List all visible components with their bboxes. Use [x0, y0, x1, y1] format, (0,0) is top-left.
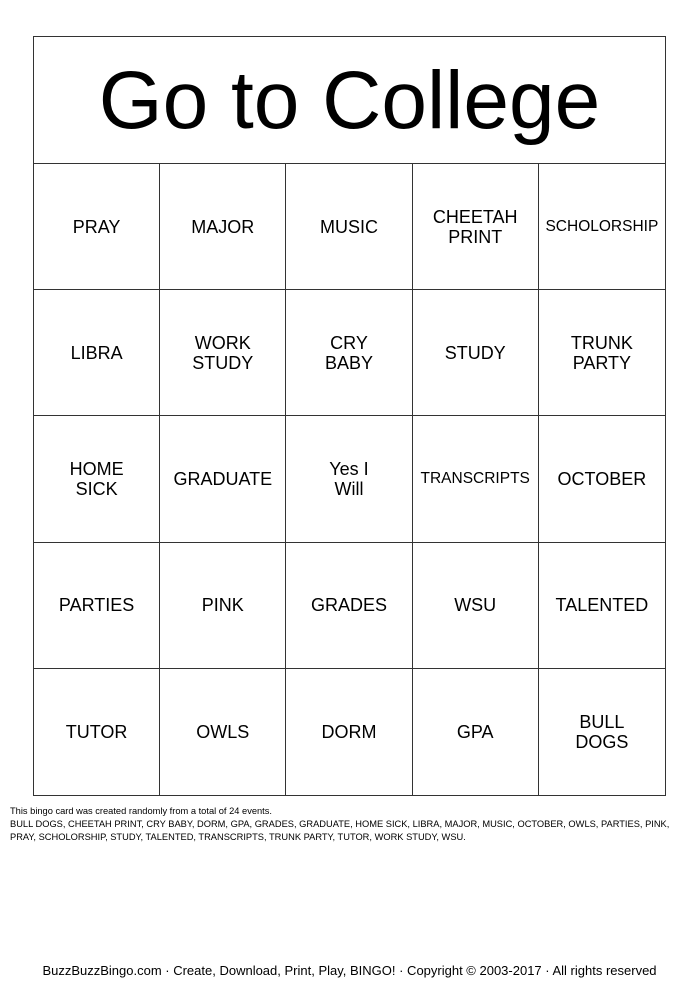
bingo-cell: MUSIC [286, 164, 412, 290]
bingo-cell: MAJOR [160, 164, 286, 290]
bingo-card [33, 36, 666, 796]
bingo-cell: HOME SICK [34, 416, 160, 542]
bingo-cell: OCTOBER [539, 416, 665, 542]
bingo-cell: PRAY [34, 164, 160, 290]
bingo-cell: STUDY [413, 290, 539, 416]
bingo-grid [34, 164, 665, 795]
card-info [10, 805, 690, 844]
event-list-line: PRAY, SCHOLORSHIP, STUDY, TALENTED, TRANSCRIPTS, TRUNK PARTY, TUTOR, WORK STUDY, WSU. [10, 832, 466, 842]
event-list-line: BULL DOGS, CHEETAH PRINT, CRY BABY, DORM, GPA, GRADES, GRADUATE, HOME SICK, LIBRA, MAJOR, MUSIC, OCTOBER, OWLS, PARTIES, PINK, [10, 819, 670, 829]
bingo-cell: OWLS [160, 669, 286, 795]
bingo-cell: TRANSCRIPTS [413, 416, 539, 542]
bingo-cell: LIBRA [34, 290, 160, 416]
bingo-cell: WORK STUDY [160, 290, 286, 416]
bingo-cell: SCHOLORSHIP [539, 164, 665, 290]
bingo-cell: DORM [286, 669, 412, 795]
info-line: This bingo card was created randomly from a total of 24 events. [10, 806, 272, 816]
bingo-cell: WSU [413, 543, 539, 669]
bingo-cell: Yes I Will [286, 416, 412, 542]
bingo-cell: PINK [160, 543, 286, 669]
bingo-cell: PARTIES [34, 543, 160, 669]
bingo-cell: GRADUATE [160, 416, 286, 542]
bingo-cell: CRY BABY [286, 290, 412, 416]
title-row [34, 37, 665, 164]
bingo-cell: GPA [413, 669, 539, 795]
bingo-cell: TALENTED [539, 543, 665, 669]
bingo-cell: GRADES [286, 543, 412, 669]
bingo-cell: TUTOR [34, 669, 160, 795]
bingo-cell: BULL DOGS [575, 711, 629, 752]
card-title: Go to College [98, 55, 601, 146]
bingo-cell: CHEETAH PRINT [413, 164, 539, 290]
footer-text: BuzzBuzzBingo.com · Create, Download, Print, Play, BINGO! · Copyright © 2003-2017 · All rights reserved [42, 963, 657, 978]
bingo-cell: TRUNK PARTY [539, 290, 665, 416]
